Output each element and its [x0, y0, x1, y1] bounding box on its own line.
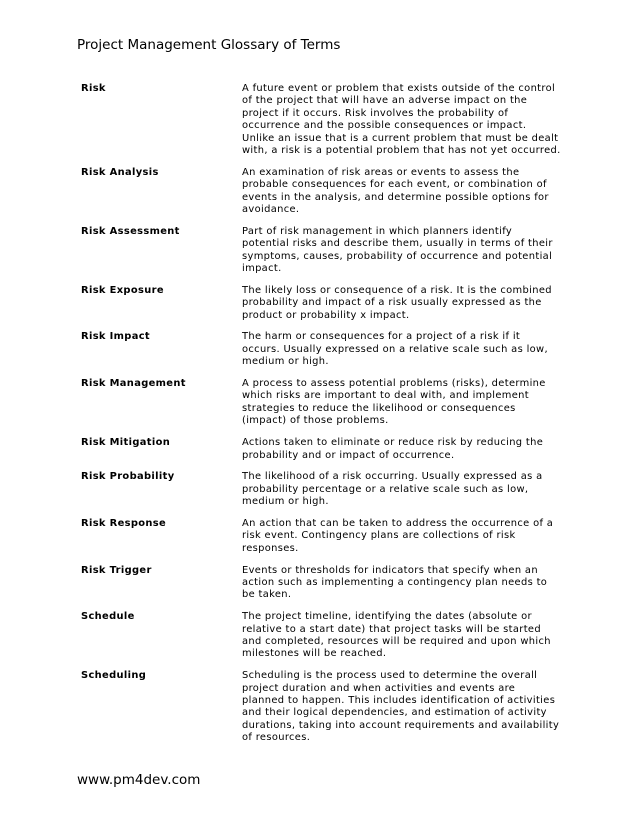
definition: An examination of risk areas or events to assess the probable consequences for each event, or combination of events in the analysis, and determine possible options for avoidance. — [242, 166, 549, 216]
glossary-entry-risk-mitigation — [81, 437, 561, 462]
glossary-entry-scheduling — [81, 670, 561, 744]
term: Risk — [81, 83, 106, 94]
term: Schedule — [81, 611, 135, 623]
definition: The project timeline, identifying the dates (absolute or relative to a start date) that project tasks will be started and completed, resources will be required and upon which milestones will be reached. — [242, 611, 551, 660]
definition: Part of risk management in which planners identify potential risks and describe them, usually in terms of their symptoms, causes, probability of occurrence and potential impact. — [242, 225, 553, 275]
term: Risk Probability — [81, 471, 175, 483]
term: Risk Response — [81, 517, 167, 529]
definition: Actions taken to eliminate or reduce risk by reducing the probability and or impact of occurrence. — [242, 437, 544, 461]
term: Risk Assessment — [81, 225, 180, 237]
glossary-entry-risk-exposure — [81, 285, 561, 322]
term: Risk Analysis — [81, 166, 159, 178]
glossary-entry-risk-management — [81, 378, 561, 428]
definition: Scheduling is the process used to determine the overall project duration and when activities and events are planned to happen. This includes identification of activities and their logical dependencies, and estimation of activity durations, taking into account requirements and availability of resources. — [242, 670, 560, 744]
page-title: Project Management Glossary of Terms — [77, 37, 341, 53]
term: Risk Trigger — [81, 564, 152, 576]
term: Risk Management — [81, 378, 186, 390]
term: Risk Impact — [81, 331, 150, 343]
footer-url: www.pm4dev.com — [77, 772, 201, 788]
definition: A future event or problem that exists outside of the control of the project that will have an adverse impact on the project if it occurs. Risk involves the probability of occurrence and the possible consequences or impact. Unlike an issue that is a current problem that must be dealt with, a risk is a potential problem that has not yet occurred. — [242, 83, 561, 157]
definition: Events or thresholds for indicators that specify when an action such as implementing a contingency plan needs to be taken. — [242, 564, 548, 601]
glossary-entry-risk-assessment — [81, 226, 561, 276]
term: Scheduling — [81, 670, 147, 682]
definition: The harm or consequences for a project of a risk if it occurs. Usually expressed on a relative scale such as low, medium or high. — [242, 331, 548, 368]
glossary-entry-risk-probability — [81, 471, 561, 508]
glossary-entry-schedule — [81, 611, 561, 661]
glossary-entry-risk-analysis — [81, 167, 561, 217]
definition: An action that can be taken to address the occurrence of a risk event. Contingency plans are collections of risk responses. — [242, 517, 554, 554]
glossary-entry-risk-response — [81, 518, 561, 555]
glossary-entry-risk — [81, 83, 561, 157]
definition: A process to assess potential problems (risks), determine which risks are important to deal with, and implement strategies to reduce the likelihood or consequences (impact) of those problems. — [242, 378, 546, 427]
glossary-entry-risk-impact — [81, 331, 561, 368]
term: Risk Mitigation — [81, 437, 171, 449]
glossary-table — [81, 83, 561, 754]
definition: The likelihood of a risk occurring. Usually expressed as a probability percentage or a relative scale such as low, medium or high. — [242, 471, 543, 508]
definition: The likely loss or consequence of a risk. It is the combined probability and impact of a risk usually expressed as the product or probability x impact. — [242, 284, 552, 321]
term: Risk Exposure — [81, 284, 164, 296]
glossary-entry-risk-trigger — [81, 565, 561, 602]
